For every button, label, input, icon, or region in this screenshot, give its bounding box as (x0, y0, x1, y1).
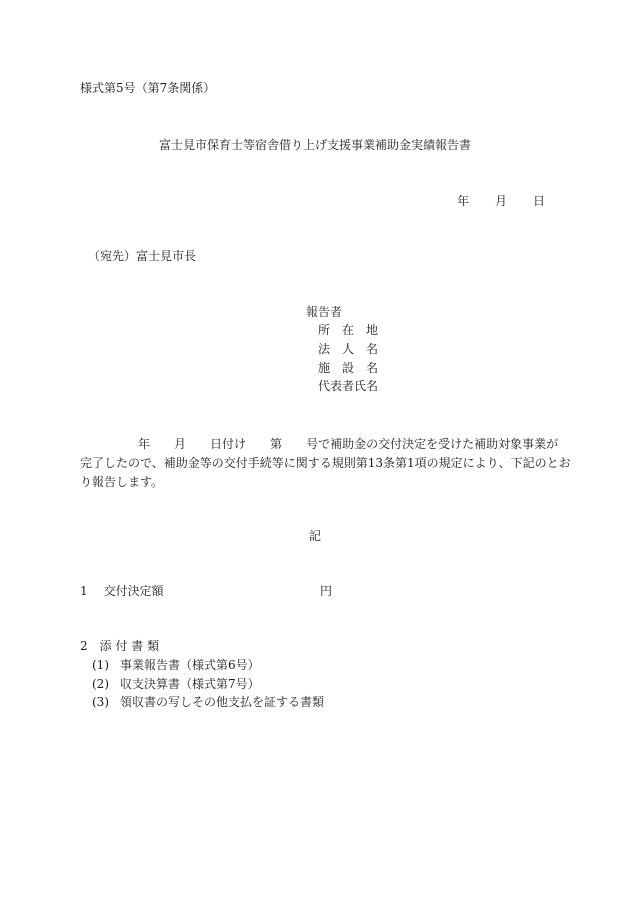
body-line-1-rest: 号で補助金の交付決定を受けた補助対象事業が (306, 437, 559, 451)
attachment-item (92, 678, 260, 690)
body-line-2: 完了したので、補助金等の交付手続等に関する規則第13条第1項の規定により、下記のとお (80, 456, 571, 470)
body-year: 年 (138, 437, 151, 451)
date-year-label: 年 (457, 194, 470, 208)
reporter-corporation-label: 法 人 名 (318, 342, 379, 356)
body-no: 第 (270, 437, 283, 451)
attachment-text: 領収書の写しその他支払を証する書類 (120, 695, 325, 709)
body-day: 日付け (210, 437, 247, 451)
attachment-number: (3) (92, 695, 109, 709)
item1-label: 交付決定額 (103, 584, 164, 598)
reporter-address-label: 所 在 地 (318, 323, 379, 337)
item1-number: 1 (80, 584, 88, 598)
item-grant-amount (80, 585, 164, 597)
reporter-facility-label: 施 設 名 (318, 361, 379, 375)
item2-label: 添 付 書 類 (99, 639, 160, 653)
attachment-text: 事業報告書（様式第6号） (120, 658, 260, 672)
ki-heading: 記 (308, 529, 321, 543)
body-month: 月 (174, 437, 187, 451)
body-line-1 (80, 435, 560, 454)
reporter-representative-label: 代表者氏名 (318, 379, 379, 393)
date-line (457, 195, 545, 207)
attachment-number: (1) (92, 658, 109, 672)
item2-number: 2 (80, 639, 88, 653)
attachment-text: 収支決算書（様式第7号） (120, 677, 260, 691)
form-number: 様式第5号（第7条関係） (80, 81, 216, 95)
date-month-label: 月 (495, 194, 508, 208)
item-attachments (80, 640, 159, 652)
document-title: 富士見市保育士等宿舎借り上げ支援事業補助金実績報告書 (158, 138, 471, 152)
body-paragraph (80, 435, 571, 492)
addressee: （宛先）富士見市長 (88, 249, 197, 263)
date-day-label: 日 (533, 194, 546, 208)
body-line-3: り報告します。 (80, 475, 164, 489)
reporter-label: 報告者 (306, 305, 343, 319)
attachment-item (92, 659, 260, 671)
attachment-item (92, 696, 324, 708)
item1-unit: 円 (320, 584, 333, 598)
attachment-number: (2) (92, 677, 109, 691)
